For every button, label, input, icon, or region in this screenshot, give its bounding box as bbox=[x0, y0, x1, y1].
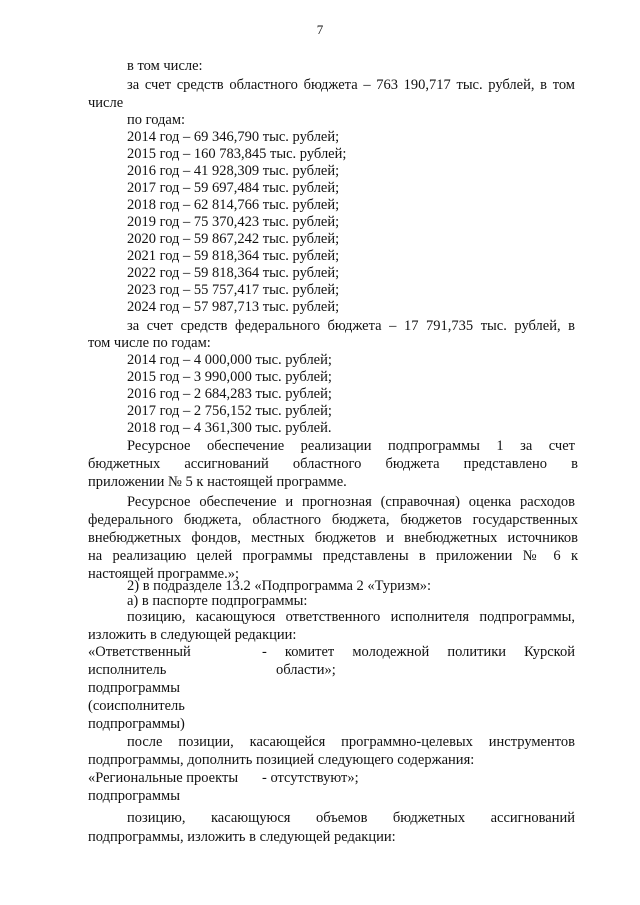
text-line: 2) в подразделе 13.2 «Подпрограмма 2 «Туризм»: bbox=[127, 578, 432, 594]
year-line: 2018 год – 4 361,300 тыс. рублей. bbox=[127, 420, 332, 436]
text-line: бюджетных ассигнований областного бюджета представлено в bbox=[88, 456, 578, 472]
year-line: 2014 год – 4 000,000 тыс. рублей; bbox=[127, 352, 332, 368]
text-line: подпрограммы, дополнить позицией следующего содержания: bbox=[88, 752, 475, 768]
year-line: 2016 год – 41 928,309 тыс. рублей; bbox=[127, 163, 340, 179]
text-line: на реализацию целей программы представлены в приложении № 6 к bbox=[88, 548, 578, 564]
text-line: за счет средств федерального бюджета – 17 791,735 тыс. рублей, в bbox=[127, 318, 575, 334]
year-line: 2017 год – 2 756,152 тыс. рублей; bbox=[127, 403, 332, 419]
text-line: приложении № 5 к настоящей программе. bbox=[88, 474, 347, 490]
table-right-cell: - комитет молодежной политики Курской bbox=[262, 644, 575, 660]
table-left-cell: подпрограммы) bbox=[88, 716, 185, 732]
year-line: 2015 год – 3 990,000 тыс. рублей; bbox=[127, 369, 332, 385]
table-left-cell: подпрограммы bbox=[88, 788, 180, 804]
text-line: том числе по годам: bbox=[88, 335, 211, 351]
text-line: за счет средств областного бюджета – 763 190,717 тыс. рублей, в том bbox=[127, 77, 575, 93]
year-line: 2015 год – 160 783,845 тыс. рублей; bbox=[127, 146, 347, 162]
table-right-cell: области»; bbox=[276, 662, 336, 678]
table-left-cell: «Региональные проекты bbox=[88, 770, 239, 786]
year-line: 2019 год – 75 370,423 тыс. рублей; bbox=[127, 214, 340, 230]
table-left-cell: «Ответственный bbox=[88, 644, 191, 660]
text-line: в том числе: bbox=[127, 58, 203, 74]
text-line: Ресурсное обеспечение реализации подпрограммы 1 за счет bbox=[127, 438, 575, 454]
year-line: 2017 год – 59 697,484 тыс. рублей; bbox=[127, 180, 340, 196]
year-line: 2016 год – 2 684,283 тыс. рублей; bbox=[127, 386, 332, 402]
year-line: 2022 год – 59 818,364 тыс. рублей; bbox=[127, 265, 340, 281]
table-left-cell: (соисполнитель bbox=[88, 698, 185, 714]
text-line: позицию, касающуюся объемов бюджетных ассигнований bbox=[127, 810, 575, 826]
text-line: по годам: bbox=[127, 112, 186, 128]
text-line: числе bbox=[88, 95, 124, 111]
year-line: 2021 год – 59 818,364 тыс. рублей; bbox=[127, 248, 340, 264]
text-line: федерального бюджета, областного бюджета, бюджетов государственных bbox=[88, 512, 578, 528]
text-line: изложить в следующей редакции: bbox=[88, 627, 297, 643]
year-line: 2018 год – 62 814,766 тыс. рублей; bbox=[127, 197, 340, 213]
year-line: 2023 год – 55 757,417 тыс. рублей; bbox=[127, 282, 340, 298]
text-line: Ресурсное обеспечение и прогнозная (справочная) оценка расходов bbox=[127, 494, 575, 510]
page-number: 7 bbox=[316, 22, 324, 37]
year-line: 2014 год – 69 346,790 тыс. рублей; bbox=[127, 129, 340, 145]
text-line: а) в паспорте подпрограммы: bbox=[127, 593, 308, 609]
year-line: 2020 год – 59 867,242 тыс. рублей; bbox=[127, 231, 340, 247]
text-line: настоящей программе.»; bbox=[88, 566, 239, 582]
text-line: позицию, касающуюся ответственного исполнителя подпрограммы, bbox=[127, 609, 575, 625]
table-left-cell: подпрограммы bbox=[88, 680, 180, 696]
table-left-cell: исполнитель bbox=[88, 662, 167, 678]
text-line: подпрограммы, изложить в следующей редакции: bbox=[88, 829, 396, 845]
table-right-cell: - отсутствуют»; bbox=[262, 770, 359, 786]
text-line: после позиции, касающейся программно-целевых инструментов bbox=[127, 734, 575, 750]
text-line: внебюджетных фондов, местных бюджетов и внебюджетных источников bbox=[88, 530, 578, 546]
year-line: 2024 год – 57 987,713 тыс. рублей; bbox=[127, 299, 340, 315]
